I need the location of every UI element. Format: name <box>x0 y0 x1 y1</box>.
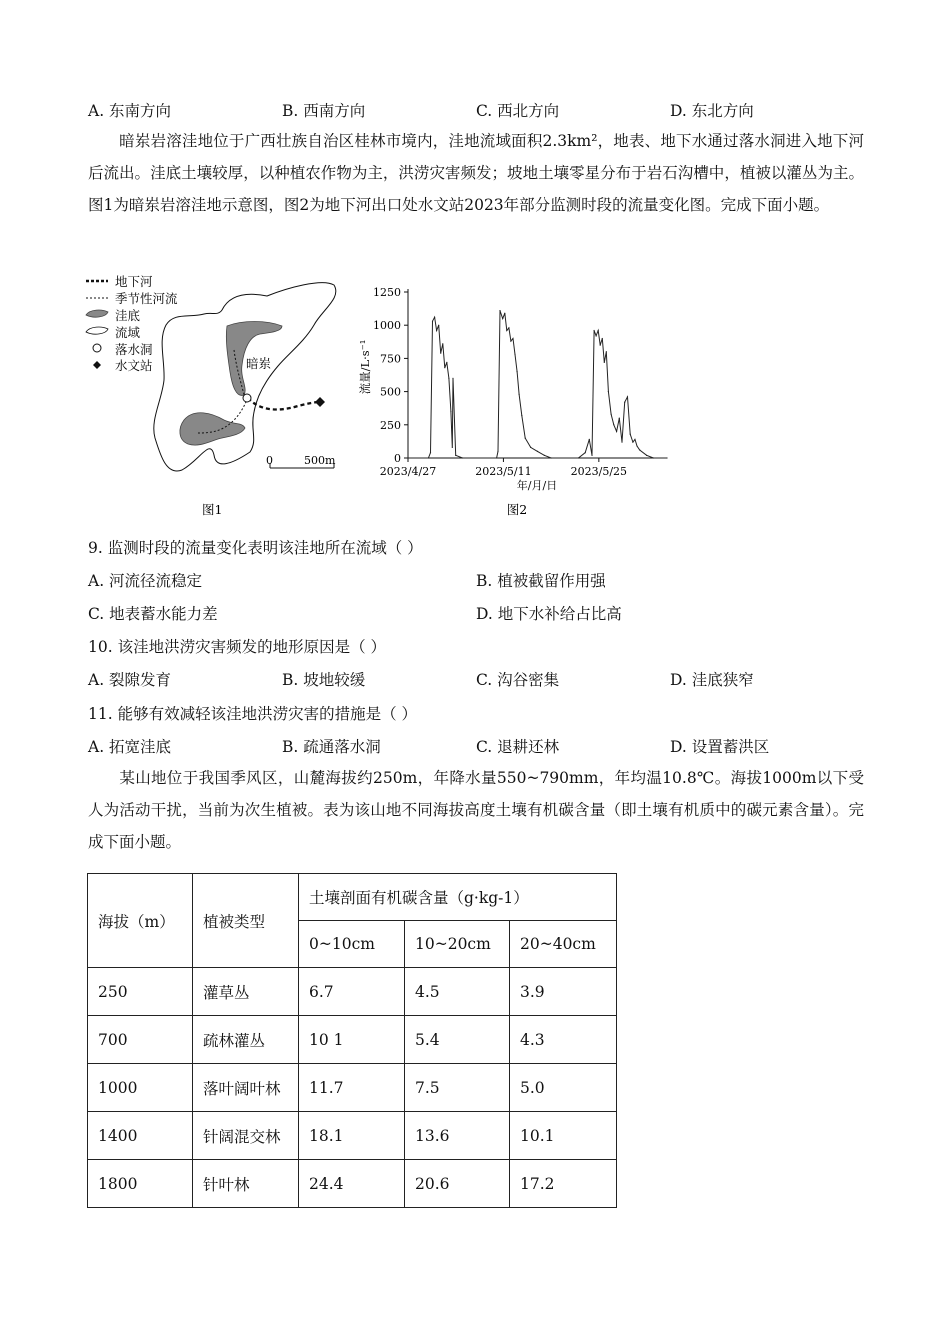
place-label-anzhong: 暗岽 <box>246 356 272 371</box>
chart-point <box>508 327 509 328</box>
table-cell: 10.1 <box>510 1112 617 1160</box>
table-cell: 24.4 <box>299 1160 405 1208</box>
chart-point <box>600 345 601 346</box>
chart-point <box>632 441 633 442</box>
chart-point <box>602 338 603 339</box>
table-cell: 20.6 <box>405 1160 510 1208</box>
legend-depression-symbol <box>86 310 108 317</box>
chart-point <box>444 367 445 368</box>
chart-point <box>462 457 463 458</box>
chart-point <box>598 330 599 331</box>
table-cell: 疏林灌丛 <box>193 1016 299 1064</box>
q9-option-a[interactable]: A. 河流径流稳定 <box>88 572 203 590</box>
q9-option-b[interactable]: B. 植被截留作用强 <box>476 572 606 590</box>
table-row <box>88 1064 617 1112</box>
scale-zero: 0 <box>266 454 273 467</box>
chart-x-tick-label: 2023/4/27 <box>379 465 437 478</box>
chart-point <box>544 455 545 456</box>
legend-sinkhole: 落水洞 <box>115 342 153 357</box>
table-cell: 13.6 <box>405 1112 510 1160</box>
q11-option-b[interactable]: B. 疏通落水洞 <box>282 738 381 756</box>
table-row <box>88 968 617 1016</box>
chart-point <box>436 330 437 331</box>
q10-option-a[interactable]: A. 裂隙发育 <box>88 671 172 689</box>
q8-option-c[interactable]: C. 西北方向 <box>476 102 560 120</box>
chart-point <box>596 335 597 336</box>
table-cell: 落叶阔叶林 <box>193 1064 299 1112</box>
passage-1-text: 暗岽岩溶洼地位于广西壮族自治区桂林市境内，洼地流域面积2.3km²，地表、地下水通过落水洞进入地下河后流出。洼底土壤较厚，以种植农作物为主，洪涝灾害频发；坡地土壤零星分布于岩石沟槽中，植被以灌丛为主。图1为暗岽岩溶洼地示意图，图2为地下河出口处水文站2023年部分监测时段的流量变化图。完成下面小题。 <box>88 132 864 214</box>
chart-point <box>639 449 640 450</box>
legend-depression: 洼底 <box>115 308 141 323</box>
chart-y-tick-label: 250 <box>380 418 401 432</box>
chart-point <box>446 362 447 363</box>
q11-option-c[interactable]: C. 退耕还林 <box>476 738 560 756</box>
table-cell: 1400 <box>88 1112 193 1160</box>
table-cell: 7.5 <box>405 1064 510 1112</box>
table-cell: 5.0 <box>510 1064 617 1112</box>
q10-option-b[interactable]: B. 坡地较缓 <box>282 671 366 689</box>
chart-point <box>537 451 538 452</box>
q8-option-b[interactable]: B. 西南方向 <box>282 102 366 120</box>
figure-1 <box>82 270 352 520</box>
chart-point <box>512 338 513 339</box>
chart-point <box>585 452 586 453</box>
chart-point <box>551 457 552 458</box>
table-row <box>88 1016 617 1064</box>
chart-point <box>636 445 637 446</box>
chart-point <box>611 414 612 415</box>
chart-point <box>452 378 453 379</box>
legend-station: 水文站 <box>115 358 153 373</box>
chart-point <box>518 394 519 395</box>
chart-point <box>627 396 628 397</box>
table-header-depth: 0~10cm <box>299 921 405 968</box>
chart-point <box>616 431 617 432</box>
table-cell: 17.2 <box>510 1160 617 1208</box>
passage-1 <box>88 125 864 221</box>
q9-option-c[interactable]: C. 地表蓄水能力差 <box>88 605 218 623</box>
table-header-altitude: 海拔（m） <box>88 874 193 968</box>
chart-point <box>591 455 592 456</box>
figure-2-chart <box>355 275 685 525</box>
chart-y-tick-label: 500 <box>380 385 401 399</box>
legend-station-symbol <box>93 361 101 369</box>
table-cell: 3.9 <box>510 968 617 1016</box>
chart-point <box>438 325 439 326</box>
q10-option-c[interactable]: C. 沟谷密集 <box>476 671 560 689</box>
chart-point <box>624 402 625 403</box>
chart-point <box>634 439 635 440</box>
q11-options <box>88 735 868 759</box>
q9-option-d[interactable]: D. 地下水补给占比高 <box>476 605 622 623</box>
q8-options <box>88 99 868 123</box>
scale-label: 500m <box>304 454 336 467</box>
chart-point <box>440 352 441 353</box>
table-header-depth: 20~40cm <box>510 921 617 968</box>
legend-sinkhole-symbol <box>93 344 101 352</box>
table-row <box>88 1112 617 1160</box>
chart-point <box>578 457 579 458</box>
figure-1-caption: 图1 <box>202 502 223 517</box>
table-cell: 4.5 <box>405 968 510 1016</box>
table-cell: 针叶林 <box>193 1160 299 1208</box>
chart-point <box>608 391 609 392</box>
q8-option-a[interactable]: A. 东南方向 <box>88 102 172 120</box>
chart-point <box>450 411 451 412</box>
passage-2-text: 某山地位于我国季风区，山麓海拔约250m，年降水量550~790mm，年均温10.8℃。海拔1000m以下受人为活动干扰，当前为次生植被。表为该山地不同海拔高度土壤有机碳含量（即土壤有机质中的碳元素含量）。完成下面小题。 <box>88 769 864 851</box>
chart-series-flow <box>408 311 667 458</box>
chart-point <box>514 354 515 355</box>
chart-point <box>432 321 433 322</box>
table-header-carbon: 土壤剖面有机碳含量（g·kg-1） <box>299 874 617 921</box>
chart-y-tick-label: 1000 <box>373 319 401 333</box>
table-cell: 11.7 <box>299 1064 405 1112</box>
q9-options-row1 <box>88 569 868 593</box>
chart-point <box>621 441 622 442</box>
legend-basin: 流域 <box>115 325 141 340</box>
chart-y-tick-label: 750 <box>380 352 401 366</box>
q9-options-row2 <box>88 602 868 626</box>
chart-point <box>630 433 631 434</box>
q10-stem: 10. 该洼地洪涝灾害频发的地形原因是（ ） <box>88 638 387 656</box>
chart-point <box>530 447 531 448</box>
chart-ylabel: 流量/L·s⁻¹ <box>358 339 372 395</box>
q11-option-a[interactable]: A. 拓宽洼底 <box>88 738 172 756</box>
chart-point <box>506 330 507 331</box>
q9-stem: 9. 监测时段的流量变化表明该洼地所在流域（ ） <box>88 539 423 557</box>
chart-point <box>653 457 654 458</box>
table-cell: 6.7 <box>299 968 405 1016</box>
chart-point <box>521 415 522 416</box>
table-header-depth: 10~20cm <box>405 921 510 968</box>
chart-point <box>504 313 505 314</box>
chart-point <box>496 457 497 458</box>
chart-point <box>434 317 435 318</box>
legend-basin-symbol <box>86 327 108 334</box>
q11-option-d[interactable]: D. 设置蓄洪区 <box>670 738 770 756</box>
chart-point <box>442 343 443 344</box>
table-row <box>88 1160 617 1208</box>
chart-point <box>452 447 453 448</box>
q10-option-d[interactable]: D. 洼底狭窄 <box>670 671 754 689</box>
chart-point <box>455 455 456 456</box>
chart-point <box>525 437 526 438</box>
chart-point <box>497 451 498 452</box>
chart-x-tick-label: 2023/5/25 <box>570 465 628 478</box>
basin-outline <box>154 283 336 471</box>
table-cell: 灌草丛 <box>193 968 299 1016</box>
table-cell: 针阔混交林 <box>193 1112 299 1160</box>
q8-option-d[interactable]: D. 东北方向 <box>670 102 754 120</box>
chart-point <box>604 362 605 363</box>
chart-point <box>589 439 590 440</box>
table-cell: 10 1 <box>299 1016 405 1064</box>
chart-point <box>510 341 511 342</box>
chart-point <box>448 378 449 379</box>
chart-point <box>593 330 594 331</box>
chart-point <box>502 318 503 319</box>
chart-point <box>428 457 429 458</box>
q10-options <box>88 668 868 692</box>
table-cell: 700 <box>88 1016 193 1064</box>
figure-2-caption: 图2 <box>506 502 528 517</box>
chart-point <box>613 424 614 425</box>
q11-stem: 11. 能够有效减轻该洼地洪涝灾害的措施是（ ） <box>88 705 418 723</box>
chart-point <box>516 371 517 372</box>
hydrological-station <box>315 397 325 407</box>
passage-2 <box>88 762 864 858</box>
underground-river <box>248 398 320 410</box>
table-cell: 250 <box>88 968 193 1016</box>
chart-point <box>646 455 647 456</box>
table-cell: 5.4 <box>405 1016 510 1064</box>
chart-y-tick-label: 1250 <box>373 286 401 299</box>
table-cell: 18.1 <box>299 1112 405 1160</box>
legend-seasonal-river: 季节性河流 <box>115 291 178 306</box>
soil-carbon-table <box>87 873 617 1208</box>
table-header-vegetation: 植被类型 <box>193 874 299 968</box>
table-cell: 1800 <box>88 1160 193 1208</box>
table-cell: 1000 <box>88 1064 193 1112</box>
chart-point <box>407 457 408 458</box>
legend-underground-river: 地下河 <box>115 274 153 289</box>
chart-y-tick-label: 0 <box>394 452 401 465</box>
chart-point <box>606 351 607 352</box>
chart-point <box>499 310 500 311</box>
chart-point <box>430 452 431 453</box>
table-cell: 4.3 <box>510 1016 617 1064</box>
sinkhole <box>243 394 251 402</box>
chart-xlabel: 年/月/日 <box>516 479 558 492</box>
chart-x-tick-label: 2023/5/11 <box>475 465 532 478</box>
chart-point <box>666 457 667 458</box>
chart-point <box>619 418 620 419</box>
